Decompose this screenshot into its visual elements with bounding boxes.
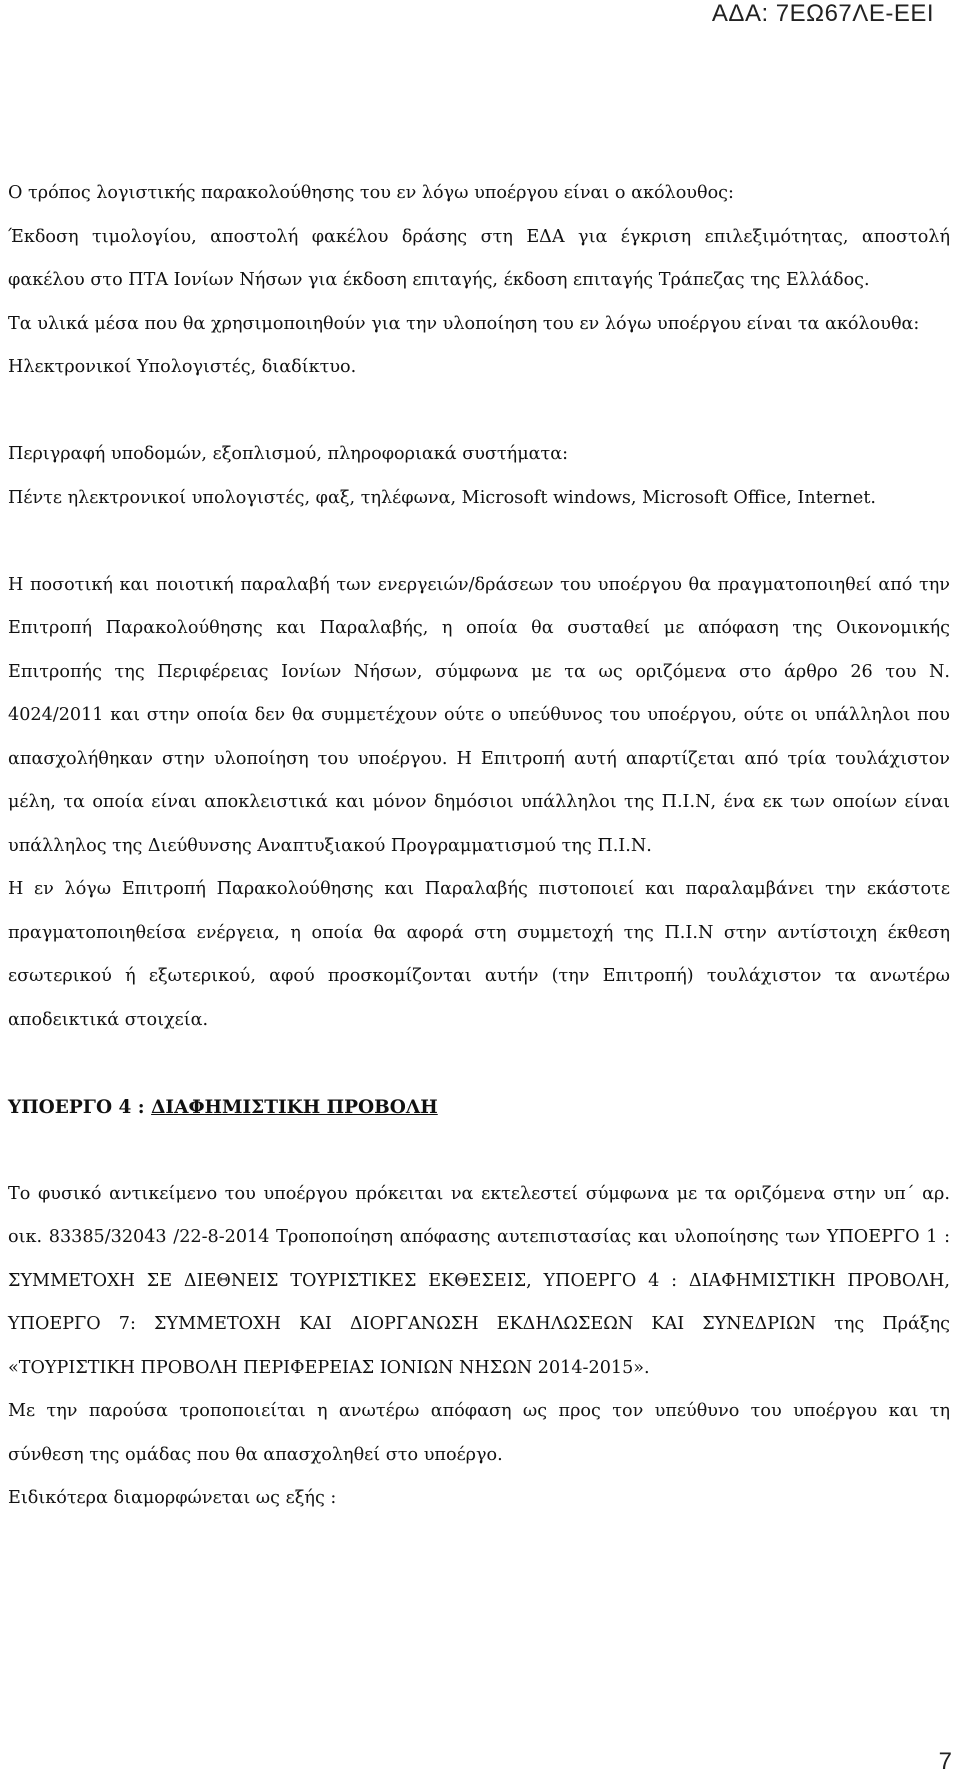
spacer — [8, 390, 950, 434]
spacer — [8, 520, 950, 564]
paragraph-acceptance-committee: Η ποσοτική και ποιοτική παραλαβή των ενεργειών/δράσεων του υποέργου θα πραγματοποιηθεί από την Επιτροπή Παρακολούθησης και Παραλαβής, η οποία θα συσταθεί με απόφαση της Οικονομικής Επιτροπής της Περιφέρειας Ιονίων Νήσων, σύμφωνα με τα ως οριζόμενα στο άρθρο 26 του Ν. 4024/2011 και στην οποία δεν θα συμμετέχουν ούτε ο υπεύθυνος του υποέργου, ούτε οι υπάλληλοι που απασχολήθηκαν στην υλοποίηση του υποέργου. Η Επιτροπή αυτή απαρτίζεται από τρία τουλάχιστον μέλη, τα οποία είναι αποκλειστικά και μόνον δημόσιοι υπάλληλοι της Π.Ι.Ν, ένα εκ των οποίων είναι υπάλληλος της Διεύθυνσης Αναπτυξιακού Προγραμματισμού της Π.Ι.Ν. — [8, 574, 950, 856]
paragraph-physical-object: Το φυσικό αντικείμενο του υποέργου πρόκειται να εκτελεστεί σύμφωνα με τα οριζόμενα στην υπ΄ αρ. οικ. 83385/32043 /22-8-2014 Τροποποίηση απόφασης αυτεπιστασίας και υλοποίησης των ΥΠΟΕΡΓΟ 1 : ΣΥΜΜΕΤΟΧΗ ΣΕ ΔΙΕΘΝΕΙΣ ΤΟΥΡΙΣΤΙΚΕΣ ΕΚΘΕΣΕΙΣ, ΥΠΟΕΡΓΟ 4 : ΔΙΑΦΗΜΙΣΤΙΚΗ ΠΡΟΒΟΛΗ, ΥΠΟΕΡΓΟ 7: ΣΥΜΜΕΤΟΧΗ ΚΑΙ ΔΙΟΡΓΑΝΩΣΗ ΕΚΔΗΛΩΣΕΩΝ ΚΑΙ ΣΥΝΕΔΡΙΩΝ της Πράξης «ΤΟΥΡΙΣΤΙΚΗ ΠΡΟΒΟΛΗ ΠΕΡΙΦΕΡΕΙΑΣ ΙΟΝΙΩΝ ΝΗΣΩΝ 2014-2015». — [8, 1183, 950, 1378]
section-heading-title: ΔΙΑΦΗΜΙΣΤΙΚΗ ΠΡΟΒΟΛΗ — [151, 1096, 438, 1118]
paragraph-invoice-process: Έκδοση τιμολογίου, αποστολή φακέλου δράσης στη ΕΔΑ για έγκριση επιλεξιμότητας, αποστολή φακέλου στο ΠΤΑ Ιονίων Νήσων για έκδοση επιταγής, έκδοση επιταγής Τράπεζας της Ελλάδος. — [8, 226, 950, 290]
spacer — [8, 1129, 950, 1173]
paragraph-committee-certification: Η εν λόγω Επιτροπή Παρακολούθησης και Παραλαβής πιστοποιεί και παραλαμβάνει την εκάστοτε πραγματοποιηθείσα ενέργεια, η οποία θα αφορά στη συμμετοχή της Π.Ι.Ν στην αντίστοιχη έκθεση εσωτερικού ή εξωτερικού, αφού προσκομίζονται αυτήν (την Επιτροπή) τουλάχιστον τα ανωτέρω αποδεικτικά στοιχεία. — [8, 879, 950, 1030]
paragraph-materials-intro: Τα υλικά μέσα που θα χρησιμοποιηθούν για την υλοποίηση του εν λόγω υποέργου είναι τα ακόλουθα: — [8, 313, 920, 334]
document-body — [8, 172, 950, 1521]
page-number: 7 — [938, 1748, 952, 1775]
paragraph-specifically: Ειδικότερα διαμορφώνεται ως εξής : — [8, 1488, 337, 1508]
section-heading-prefix: ΥΠΟΕΡΓΟ 4 : — [8, 1096, 152, 1118]
paragraph-amendment: Με την παρούσα τροποποιείται η ανωτέρω απόφαση ως προς τον υπεύθυνο του υποέργου και τη σύνθεση της ομάδας που θα απασχοληθεί στο υποέργο. — [8, 1401, 950, 1465]
paragraph-materials-list: Ηλεκτρονικοί Υπολογιστές, διαδίκτυο. — [8, 357, 357, 377]
paragraph-infrastructure-intro: Περιγραφή υποδομών, εξοπλισμού, πληροφοριακά συστήματα: — [8, 444, 569, 464]
paragraph-infrastructure-list: Πέντε ηλεκτρονικοί υπολογιστές, φαξ, τηλέφωνα, Microsoft windows, Microsoft Office, Internet. — [8, 487, 876, 508]
paragraph-accounting-method: Ο τρόπος λογιστικής παρακολούθησης του εν λόγω υποέργου είναι ο ακόλουθος: — [8, 183, 734, 203]
spacer — [8, 1042, 950, 1086]
section-heading — [8, 1086, 950, 1130]
ada-header: ΑΔΑ: 7ΕΩ67ΛΕ-ΕΕΙ — [711, 0, 934, 27]
